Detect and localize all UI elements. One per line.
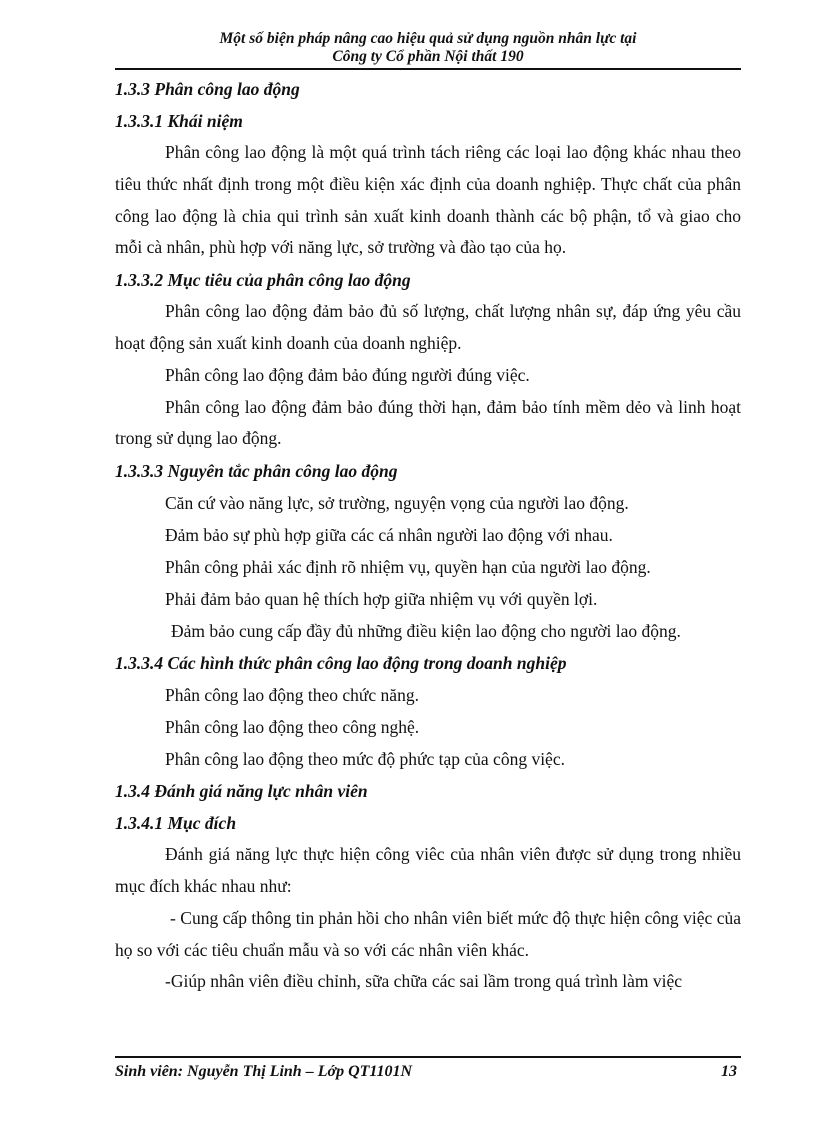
list-item: Phân công lao động theo mức độ phức tạp của công việc. bbox=[165, 749, 565, 770]
paragraph-khai-niem: Phân công lao động là một quá trình tách riêng các loại lao động khác nhau theo tiêu thức nhất định trong một điều kiện xác định của doanh nghiệp. Thực chất của phân công lao động là chia qui trình sản xuất kinh doanh thành các bộ phận, tổ và giao cho mỗi cà nhân, phù hợp với năng lực, sở trường và đào tạo của họ. bbox=[115, 142, 741, 258]
paragraph-muc-tieu-2: Phân công lao động đảm bảo đúng người đúng việc. bbox=[165, 364, 530, 385]
heading-1-3-3: 1.3.3 Phân công lao động bbox=[115, 79, 300, 99]
footer-divider bbox=[115, 1056, 741, 1058]
paragraph-muc-dich: Đánh giá năng lực thực hiện công viêc của nhân viên được sử dụng trong nhiều mục đích khác nhau như: bbox=[115, 844, 741, 896]
list-item: Phân công phải xác định rõ nhiệm vụ, quyền hạn của người lao động. bbox=[165, 557, 651, 578]
paragraph-muc-tieu-3: Phân công lao động đảm bảo đúng thời hạn, đảm bảo tính mềm dẻo và linh hoạt trong sử dụng lao động. bbox=[115, 396, 741, 449]
list-item: Đảm bảo cung cấp đầy đủ những điều kiện lao động cho người lao động. bbox=[171, 621, 681, 642]
list-item: Phải đảm bảo quan hệ thích hợp giữa nhiệm vụ với quyền lợi. bbox=[165, 589, 598, 610]
heading-1-3-3-2: 1.3.3.2 Mục tiêu của phân công lao động bbox=[115, 270, 411, 291]
heading-1-3-3-4: 1.3.3.4 Các hình thức phân công lao động trong doanh nghiệp bbox=[115, 653, 567, 674]
paragraph-muc-tieu-1: Phân công lao động đảm bảo đủ số lượng, chất lượng nhân sự, đáp ứng yêu cầu hoạt động sản xuất kinh doanh của doanh nghiệp. bbox=[115, 301, 741, 353]
paragraph-muc-dich-bullet-1: - Cung cấp thông tin phản hồi cho nhân viên biết mức độ thực hiện công việc của họ so với các tiêu chuẩn mẫu và so với các nhân viên khác. bbox=[115, 907, 741, 960]
heading-1-3-3-1: 1.3.3.1 Khái niệm bbox=[115, 111, 243, 131]
page-body bbox=[115, 73, 741, 998]
header-title-line1: Một số biện pháp nâng cao hiệu quả sử dụng nguồn nhân lực tại bbox=[219, 30, 637, 47]
heading-1-3-4: 1.3.4 Đánh giá năng lực nhân viên bbox=[115, 781, 368, 802]
header-divider bbox=[115, 68, 741, 70]
list-item: Căn cứ vào năng lực, sở trường, nguyện vọng của người lao động. bbox=[165, 493, 629, 514]
paragraph-muc-dich-bullet-2: -Giúp nhân viên điều chỉnh, sữa chữa các sai lầm trong quá trình làm việc bbox=[165, 971, 683, 992]
list-item: Phân công lao động theo công nghệ. bbox=[165, 717, 420, 738]
heading-1-3-4-1: 1.3.4.1 Mục đích bbox=[115, 813, 237, 834]
page-header bbox=[115, 30, 741, 66]
heading-1-3-3-3: 1.3.3.3 Nguyên tắc phân công lao động bbox=[115, 461, 398, 482]
header-title-line2: Công ty Cổ phần Nội thất 190 bbox=[332, 48, 524, 65]
list-item: Phân công lao động theo chức năng. bbox=[165, 685, 419, 706]
footer-author: Sinh viên: Nguyễn Thị Linh – Lớp QT1101N bbox=[115, 1063, 413, 1080]
page-number: 13 bbox=[721, 1063, 737, 1080]
list-item: Đảm bảo sự phù hợp giữa các cá nhân người lao động với nhau. bbox=[165, 525, 613, 546]
